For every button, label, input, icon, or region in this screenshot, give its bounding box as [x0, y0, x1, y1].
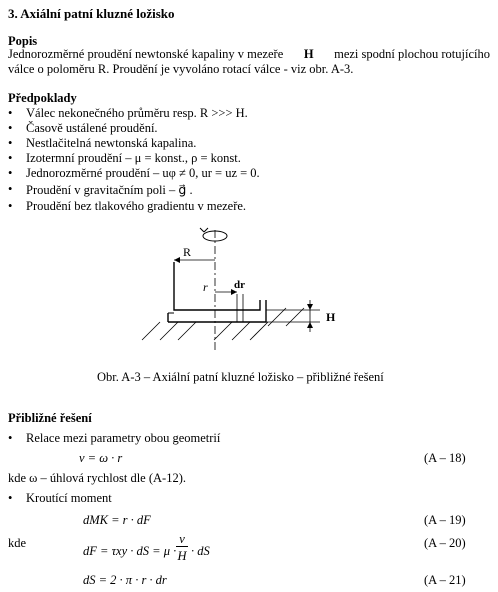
ground-hatching [142, 308, 304, 340]
list-item: Nestlačitelná newtonská kapalina. [26, 136, 197, 150]
kde-label: kde [8, 536, 27, 550]
equation-a21-number: (A – 21) [424, 573, 466, 587]
popis-line-1-a: Jednorozměrné proudění newtonské kapaliny v mezeře [8, 47, 284, 61]
equation-a21: dS = 2 · π · r · dr [83, 573, 167, 587]
equation-a19-number: (A – 19) [424, 513, 466, 527]
label-dr: dr [234, 279, 245, 291]
predpoklady-heading: Předpoklady [8, 91, 77, 105]
popis-line-1-b: H [303, 47, 314, 61]
equation-a20-fraction-numerator: v [176, 533, 188, 547]
equation-a20-left: dF = τxy · dS = μ · [83, 544, 177, 558]
popis-heading: Popis [8, 34, 38, 48]
bearing-figure [130, 222, 350, 357]
list-bullet: • [8, 121, 13, 135]
list-item: Jednorozměrné proudění – uφ ≠ 0, ur = uz = 0. [26, 166, 260, 180]
list-item: Válec nekonečného průměru resp. R >>> H. [26, 106, 248, 120]
list-bullet: • [8, 151, 13, 165]
rotation-arrow-icon [200, 228, 227, 241]
list-item: Proudění bez tlakového gradientu v mezeře. [26, 199, 247, 213]
kde-omega: kde ω – úhlová rychlost dle (A-12). [8, 471, 186, 485]
list-bullet: • [8, 106, 13, 120]
equation-a19: dMK = r · dF [83, 513, 151, 527]
list-bullet: • [8, 431, 13, 445]
label-r: r [203, 280, 208, 294]
cylinder-outline [174, 262, 260, 310]
popis-line-1 [8, 47, 490, 62]
list-bullet: • [8, 199, 13, 213]
list-bullet: • [8, 166, 13, 180]
equation-a18-number: (A – 18) [424, 451, 466, 465]
list-bullet: • [8, 182, 13, 196]
equation-a18: v = ω · r [79, 451, 123, 465]
equation-a20-number: (A – 20) [424, 536, 466, 550]
list-bullet: • [8, 491, 13, 505]
label-H: H [326, 310, 336, 324]
priblizne-heading: Přibližné řešení [8, 411, 92, 425]
section-title: 3. Axiální patní kluzné ložisko [8, 6, 175, 21]
ground-outline [168, 300, 266, 322]
bullet-krouticí: Kroutící moment [26, 491, 112, 505]
popis-line-1-c: mezi spodní plochou rotujícího [334, 47, 490, 61]
list-bullet: • [8, 136, 13, 150]
list-item: Proudění v gravitačním poli – g⃗ . [26, 183, 193, 197]
list-item: Izotermní proudění – μ = konst., ρ = konst. [26, 151, 241, 165]
popis-line-2: válce o poloměru R. Proudění je vyvoláno rotací válce - viz obr. A-3. [8, 62, 354, 76]
label-R: R [183, 245, 192, 259]
figure-caption: Obr. A-3 – Axiální patní kluzné ložisko – přibližné řešení [97, 370, 384, 384]
list-item: Časově ustálené proudění. [26, 121, 158, 135]
bullet-relace: Relace mezi parametry obou geometrií [26, 431, 221, 445]
equation-a20-right: · dS [191, 544, 210, 558]
equation-a20-fraction-denominator: H [177, 549, 187, 563]
